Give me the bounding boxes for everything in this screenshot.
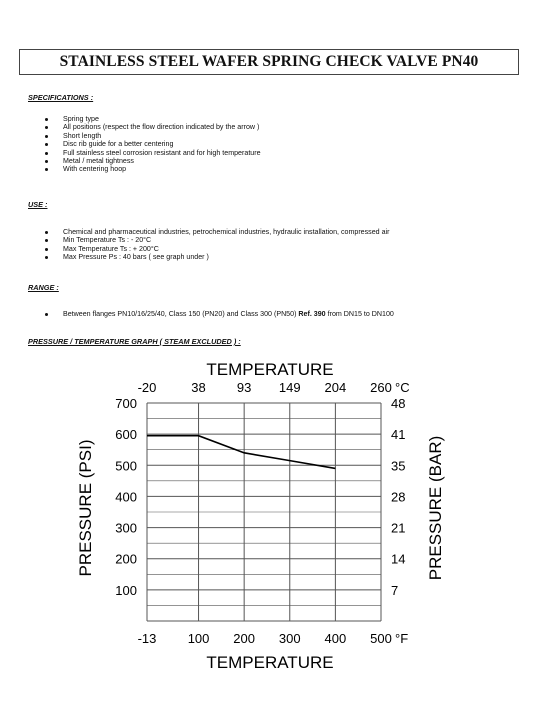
use-list — [45, 228, 389, 262]
top-unit-label: °C — [395, 380, 410, 395]
range-ref: Ref. 390 — [298, 310, 326, 318]
range-item — [45, 310, 394, 318]
list-item: Metal / metal tightness — [45, 157, 261, 165]
left-tick-label: 200 — [115, 551, 137, 567]
list-item: Max Temperature Ts : + 200°C — [45, 245, 389, 253]
right-tick-label: 21 — [391, 520, 406, 536]
list-item: Chemical and pharmaceutical industries, petrochemical industries, hydraulic installation, compressed air — [45, 228, 389, 236]
list-item: With centering hoop — [45, 165, 261, 173]
left-tick-label: 100 — [115, 582, 137, 598]
list-item: Disc rib guide for a better centering — [45, 140, 261, 148]
right-axis-label: PRESSURE (BAR) — [426, 435, 445, 581]
top-tick-label: 93 — [236, 380, 252, 395]
specifications-list — [45, 115, 261, 174]
bottom-tick-label: -13 — [137, 631, 157, 646]
left-tick-label: 500 — [115, 458, 137, 474]
left-axis-label: PRESSURE (PSI) — [76, 439, 95, 577]
bottom-tick-label: 100 — [187, 631, 210, 646]
range-list — [45, 310, 394, 318]
right-tick-label: 28 — [391, 489, 406, 505]
left-tick-label: 700 — [115, 396, 137, 411]
top-tick-label: 260 — [370, 380, 392, 395]
bottom-tick-label: 300 — [278, 631, 301, 646]
list-item: All positions (respect the flow direction indicated by the arrow ) — [45, 123, 261, 131]
bottom-tick-label: 200 — [233, 631, 256, 646]
list-item: Min Temperature Ts : - 20°C — [45, 236, 389, 244]
bottom-tick-label: 400 — [324, 631, 347, 646]
right-tick-label: 35 — [391, 458, 406, 474]
list-item: Spring type — [45, 115, 261, 123]
right-tick-label: 48 — [391, 396, 406, 411]
right-tick-label: 41 — [391, 427, 406, 443]
bottom-unit-label: °F — [395, 631, 409, 646]
pressure-temperature-chart — [0, 355, 540, 680]
chart-series — [147, 436, 335, 469]
left-tick-label: 600 — [115, 427, 137, 443]
range-heading: RANGE : — [28, 283, 59, 292]
range-text-end: from DN15 to DN100 — [325, 310, 394, 318]
left-tick-label: 300 — [115, 520, 137, 536]
list-item: Full stainless steel corrosion resistant and for high temperature — [45, 149, 261, 157]
top-tick-label: 38 — [191, 380, 206, 395]
range-text: Between flanges PN10/16/25/40, Class 150 (PN20) and Class 300 (PN50) — [63, 310, 299, 318]
right-tick-label: 7 — [391, 582, 399, 598]
chart-ticks — [115, 380, 409, 646]
top-tick-label: 204 — [324, 380, 347, 395]
graph-heading: PRESSURE / TEMPERATURE GRAPH ( STEAM EXCLUDED ) : — [28, 337, 241, 346]
use-heading: USE : — [28, 200, 48, 209]
top-axis-label: TEMPERATURE — [206, 360, 334, 379]
left-tick-label: 400 — [115, 489, 137, 505]
bottom-axis-label: TEMPERATURE — [206, 653, 334, 672]
specifications-heading: SPECIFICATIONS : — [28, 93, 94, 102]
document-title: STAINLESS STEEL WAFER SPRING CHECK VALVE PN40 — [19, 49, 519, 75]
list-item: Max Pressure Ps : 40 bars ( see graph under ) — [45, 253, 389, 261]
list-item: Short length — [45, 132, 261, 140]
series-line — [147, 436, 335, 469]
bottom-tick-label: 500 — [370, 631, 392, 646]
right-tick-label: 14 — [391, 551, 406, 567]
top-tick-label: 149 — [278, 380, 301, 395]
top-tick-label: -20 — [137, 380, 157, 395]
